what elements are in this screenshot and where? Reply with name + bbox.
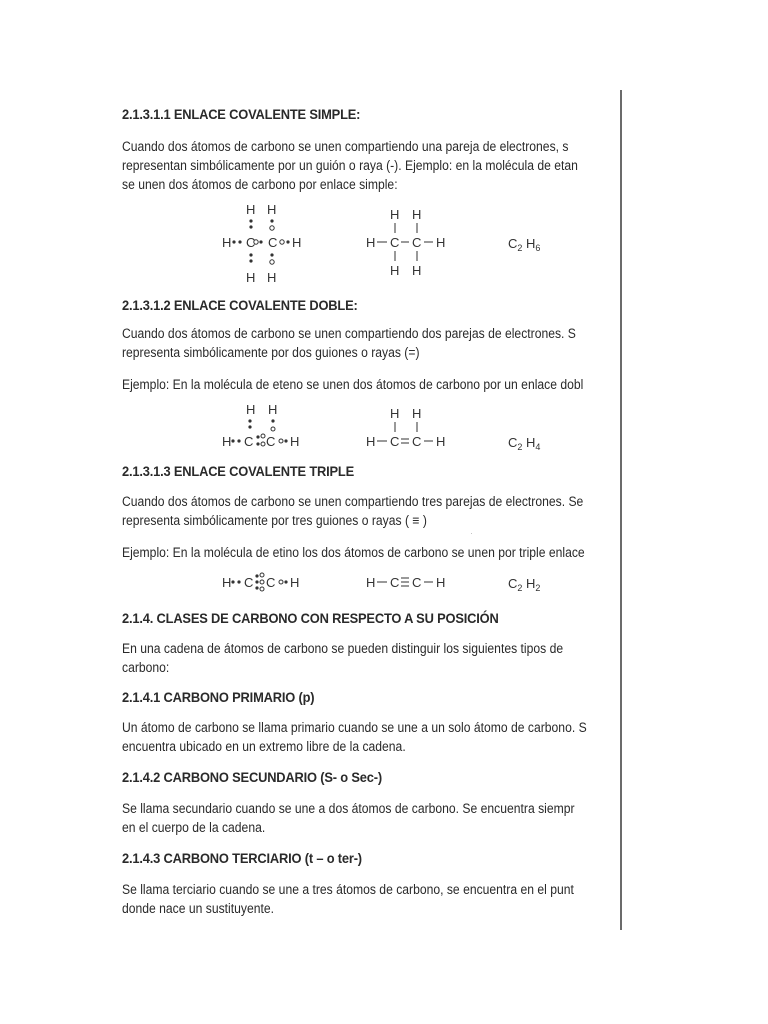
svg-text:H: H xyxy=(390,207,400,222)
heading-enlace-simple: 2.1.3.1.1 ENLACE COVALENTE SIMPLE: xyxy=(122,106,361,122)
ethane-molecular-formula: $C_2$ $H_6$ xyxy=(508,236,541,253)
paragraph-enlace-simple xyxy=(122,137,578,194)
svg-text:H: H xyxy=(390,406,400,421)
svg-text:H: H xyxy=(390,263,400,278)
paragraph-clases-de-carbono xyxy=(122,639,563,677)
paragraph-line: encuentra ubicado en un extremo libre de la cadena. xyxy=(122,739,406,754)
paragraph-line: representan simbólicamente por un guión o raya (-). Ejemplo: en la molécula de etan xyxy=(122,158,578,173)
svg-text:C: C xyxy=(390,575,400,590)
paragraph-line: representa simbólicamente por dos guiones o rayas (=) xyxy=(122,345,420,360)
heading-clases-de-carbono: 2.1.4. CLASES DE CARBONO CON RESPECTO A SU POSICIÓN xyxy=(122,610,499,626)
svg-text:C: C xyxy=(390,434,400,449)
svg-text:C: C xyxy=(268,235,278,250)
paragraph-line: carbono: xyxy=(122,660,170,675)
svg-text:H: H xyxy=(246,402,256,417)
svg-text:H: H xyxy=(222,434,232,449)
svg-text:H: H xyxy=(436,575,446,590)
ethyne-structural-svg xyxy=(366,571,451,593)
example-enlace-triple: Ejemplo: En la molécula de etino los dos átomos de carbono se unen por triple enlace xyxy=(122,545,585,560)
ethene-structural-formula xyxy=(366,404,451,454)
ethene-structural-svg xyxy=(366,404,451,454)
svg-text:C: C xyxy=(266,434,276,449)
paragraph-line: en el cuerpo de la cadena. xyxy=(122,820,266,835)
svg-text:H: H xyxy=(268,402,278,417)
svg-text:H: H xyxy=(366,235,376,250)
ethane-lewis-structure xyxy=(222,203,312,285)
paragraph-line: Cuando dos átomos de carbono se unen compartiendo dos parejas de electrones. S xyxy=(122,326,576,341)
example-enlace-doble: Ejemplo: En la molécula de eteno se unen dos átomos de carbono por un enlace dobl xyxy=(122,377,584,392)
svg-text:H: H xyxy=(436,434,446,449)
heading-carbono-primario: 2.1.4.1 CARBONO PRIMARIO (p) xyxy=(122,689,315,705)
paragraph-enlace-triple xyxy=(122,492,583,530)
heading-carbono-terciario: 2.1.4.3 CARBONO TERCIARIO (t – o ter-) xyxy=(122,850,362,866)
paragraph-line: donde nace un sustituyente. xyxy=(122,901,275,916)
paragraph-line: Cuando dos átomos de carbono se unen compartiendo tres parejas de electrones. Se xyxy=(122,494,584,509)
svg-text:C: C xyxy=(246,235,256,250)
ethyne-molecular-formula: $C_2$ $H_2$ xyxy=(508,576,541,593)
paragraph-line: Se llama terciario cuando se une a tres átomos de carbono, se encuentra en el punt xyxy=(122,882,574,897)
heading-enlace-triple: 2.1.3.1.3 ENLACE COVALENTE TRIPLE xyxy=(122,463,355,479)
svg-text:H: H xyxy=(246,270,256,285)
svg-text:H: H xyxy=(267,203,277,217)
svg-text:C: C xyxy=(412,575,422,590)
ethene-molecular-formula: $C_2$ $H_4$ xyxy=(508,435,541,452)
ethane-lewis-svg xyxy=(222,203,312,285)
heading-carbono-secundario: 2.1.4.2 CARBONO SECUNDARIO (S- o Sec-) xyxy=(122,769,382,785)
paragraph-carbono-primario xyxy=(122,718,587,756)
paragraph-enlace-doble xyxy=(122,324,576,362)
svg-text:H: H xyxy=(366,434,376,449)
svg-text:H: H xyxy=(436,235,446,250)
svg-text:C: C xyxy=(412,434,422,449)
svg-text:H: H xyxy=(412,207,422,222)
ethene-lewis-svg xyxy=(222,401,312,453)
ethene-lewis-structure xyxy=(222,401,312,453)
svg-text:C: C xyxy=(244,575,254,590)
paragraph-line: Cuando dos átomos de carbono se unen compartiendo una pareja de electrones, s xyxy=(122,139,569,154)
svg-text:H: H xyxy=(292,235,302,250)
svg-text:H: H xyxy=(222,235,232,250)
paragraph-carbono-secundario xyxy=(122,799,575,837)
svg-text:C: C xyxy=(390,235,400,250)
ethyne-lewis-structure xyxy=(222,568,312,596)
paragraph-line: se unen dos átomos de carbono por enlace simple: xyxy=(122,177,398,192)
svg-text:H: H xyxy=(222,575,232,590)
heading-enlace-doble: 2.1.3.1.2 ENLACE COVALENTE DOBLE: xyxy=(122,297,358,313)
svg-text:C: C xyxy=(266,575,276,590)
ethyne-lewis-svg xyxy=(222,568,312,596)
svg-text:H: H xyxy=(246,203,256,217)
svg-text:H: H xyxy=(412,263,422,278)
svg-text:C: C xyxy=(412,235,422,250)
svg-text:H: H xyxy=(267,270,277,285)
paragraph-line: representa simbólicamente por tres guiones o rayas ( ≡ ) xyxy=(122,513,427,528)
paragraph-line: Un átomo de carbono se llama primario cuando se une a un solo átomo de carbono. S xyxy=(122,720,587,735)
ethane-structural-formula xyxy=(366,203,451,285)
scan-artifact: · xyxy=(470,528,473,538)
svg-text:H: H xyxy=(290,434,300,449)
svg-text:H: H xyxy=(366,575,376,590)
paragraph-carbono-terciario xyxy=(122,880,574,918)
ethyne-structural-formula xyxy=(366,571,451,593)
paragraph-line: Se llama secundario cuando se une a dos átomos de carbono. Se encuentra siempr xyxy=(122,801,575,816)
svg-text:C: C xyxy=(244,434,254,449)
svg-text:H: H xyxy=(412,406,422,421)
svg-text:H: H xyxy=(290,575,300,590)
ethane-structural-svg xyxy=(366,203,451,285)
paragraph-line: En una cadena de átomos de carbono se pueden distinguir los siguientes tipos de xyxy=(122,641,564,656)
